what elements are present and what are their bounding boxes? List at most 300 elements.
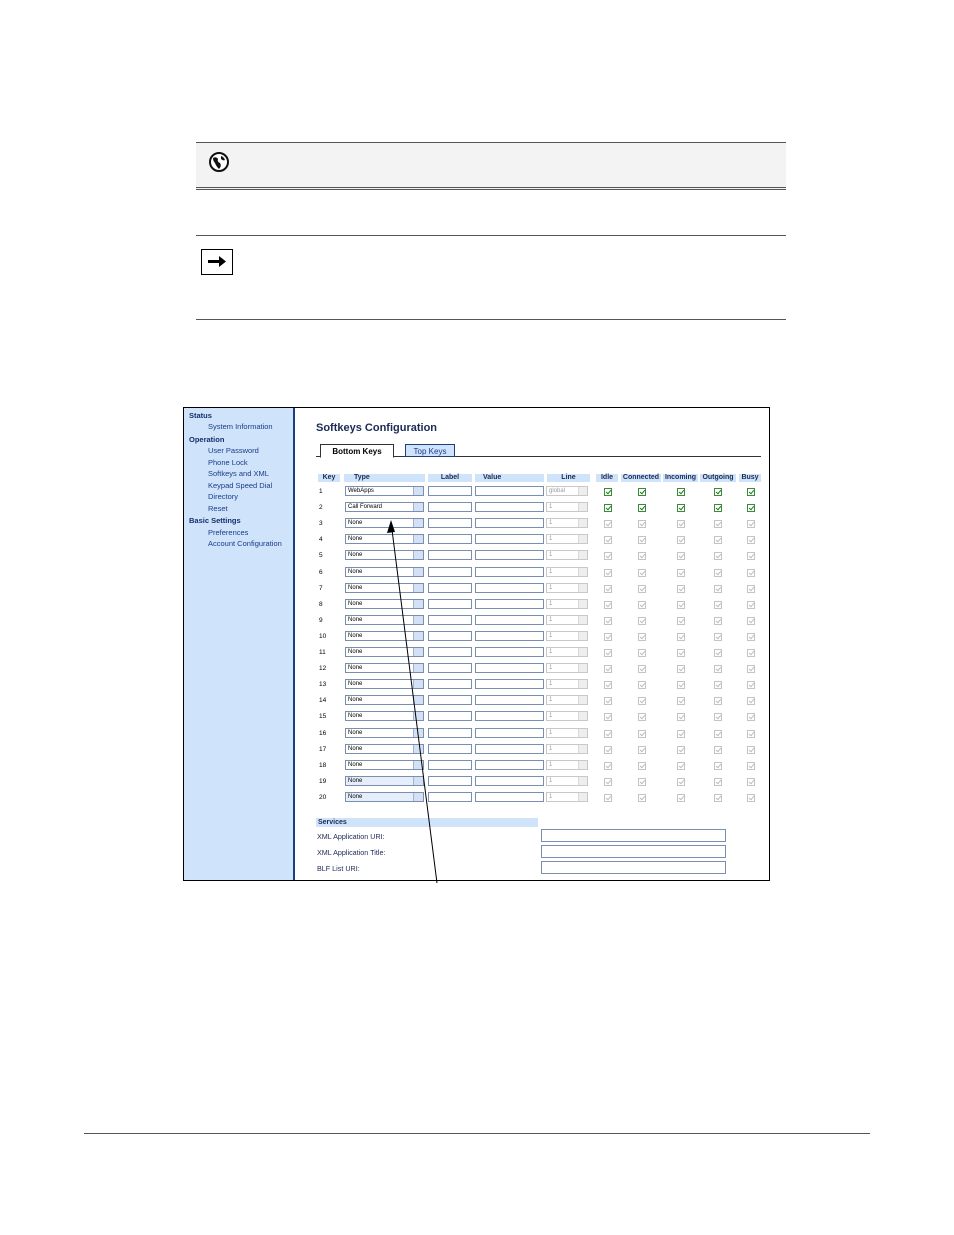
table-row xyxy=(295,744,769,756)
type-value: Call Forward xyxy=(348,504,383,511)
type-select[interactable] xyxy=(345,518,424,528)
chevron-down-icon xyxy=(578,745,587,753)
type-select[interactable] xyxy=(345,615,424,625)
idle-checkbox[interactable] xyxy=(604,697,612,705)
type-select[interactable] xyxy=(345,550,424,560)
connected-checkbox[interactable] xyxy=(638,488,646,496)
outgoing-checkbox[interactable] xyxy=(714,730,722,738)
col-header-line: Line xyxy=(547,474,590,482)
connected-checkbox[interactable] xyxy=(638,730,646,738)
busy-checkbox[interactable] xyxy=(747,536,755,544)
line-select[interactable] xyxy=(546,647,588,657)
key-number: 20 xyxy=(319,793,327,801)
outgoing-checkbox[interactable] xyxy=(714,617,722,625)
connected-checkbox[interactable] xyxy=(638,504,646,512)
connected-checkbox[interactable] xyxy=(638,665,646,673)
key-number: 10 xyxy=(319,632,327,640)
chevron-down-icon xyxy=(578,568,587,576)
type-select[interactable] xyxy=(345,631,424,641)
key-number: 19 xyxy=(319,777,327,785)
col-header-outgoing: Outgoing xyxy=(700,474,736,482)
value-input[interactable] xyxy=(475,615,544,625)
chevron-down-icon xyxy=(413,761,423,769)
incoming-checkbox[interactable] xyxy=(677,633,685,641)
line-value: 1 xyxy=(549,761,553,768)
incoming-checkbox[interactable] xyxy=(677,665,685,673)
type-value: None xyxy=(348,584,363,591)
table-row xyxy=(295,728,769,740)
label-input[interactable] xyxy=(428,679,472,689)
type-select[interactable] xyxy=(345,486,424,496)
connected-checkbox[interactable] xyxy=(638,794,646,802)
idle-checkbox[interactable] xyxy=(604,552,612,560)
key-number: 6 xyxy=(319,568,323,576)
line-value: 1 xyxy=(549,665,553,672)
incoming-checkbox[interactable] xyxy=(677,730,685,738)
label-input[interactable] xyxy=(428,615,472,625)
label-input[interactable] xyxy=(428,583,472,593)
busy-checkbox[interactable] xyxy=(747,552,755,560)
label-input[interactable] xyxy=(428,647,472,657)
chevron-down-icon xyxy=(413,696,423,704)
outgoing-checkbox[interactable] xyxy=(714,520,722,528)
idle-checkbox[interactable] xyxy=(604,665,612,673)
incoming-checkbox[interactable] xyxy=(677,713,685,721)
label-input[interactable] xyxy=(428,599,472,609)
globe-icon xyxy=(208,151,230,173)
type-select[interactable] xyxy=(345,792,424,802)
outgoing-checkbox[interactable] xyxy=(714,794,722,802)
type-select[interactable] xyxy=(345,599,424,609)
connected-checkbox[interactable] xyxy=(638,569,646,577)
sidebar-item-directory[interactable]: Directory xyxy=(208,492,239,501)
type-select[interactable] xyxy=(345,567,424,577)
chevron-down-icon xyxy=(413,535,423,543)
table-row xyxy=(295,711,769,723)
line-select[interactable] xyxy=(546,583,588,593)
label-input[interactable] xyxy=(428,567,472,577)
type-select[interactable] xyxy=(345,647,424,657)
label-input[interactable] xyxy=(428,728,472,738)
value-input[interactable] xyxy=(475,599,544,609)
type-value: None xyxy=(348,520,363,527)
outgoing-checkbox[interactable] xyxy=(714,488,722,496)
type-value: None xyxy=(348,568,363,575)
line-select[interactable] xyxy=(546,695,588,705)
key-number: 1 xyxy=(319,488,323,495)
chevron-down-icon xyxy=(578,535,587,543)
col-header-idle: Idle xyxy=(596,474,618,482)
line-select[interactable] xyxy=(546,776,588,786)
label-input[interactable] xyxy=(428,534,472,544)
connected-checkbox[interactable] xyxy=(638,520,646,528)
value-input[interactable] xyxy=(475,550,544,560)
value-input[interactable] xyxy=(475,792,544,802)
chevron-down-icon xyxy=(413,777,423,785)
value-input[interactable] xyxy=(475,567,544,577)
sidebar-item-softkeys-xml[interactable]: Softkeys and XML xyxy=(208,469,269,478)
idle-checkbox[interactable] xyxy=(604,617,612,625)
busy-checkbox[interactable] xyxy=(747,617,755,625)
outgoing-checkbox[interactable] xyxy=(714,601,722,609)
busy-checkbox[interactable] xyxy=(747,697,755,705)
idle-checkbox[interactable] xyxy=(604,569,612,577)
idle-checkbox[interactable] xyxy=(604,504,612,512)
key-number: 14 xyxy=(319,697,327,705)
outgoing-checkbox[interactable] xyxy=(714,649,722,657)
web-ui-screenshot xyxy=(183,407,770,881)
label-input[interactable] xyxy=(428,760,472,770)
incoming-checkbox[interactable] xyxy=(677,569,685,577)
chevron-down-icon xyxy=(578,600,587,608)
type-value: None xyxy=(348,697,363,704)
xml-app-title-label: XML Application Title: xyxy=(317,848,386,857)
key-number: 13 xyxy=(319,681,327,689)
type-value: None xyxy=(348,793,363,800)
line-select[interactable] xyxy=(546,663,588,673)
chevron-down-icon xyxy=(578,616,587,624)
type-select[interactable] xyxy=(345,728,424,738)
connected-checkbox[interactable] xyxy=(638,552,646,560)
type-value: None xyxy=(348,536,363,543)
chevron-down-icon xyxy=(413,680,423,688)
outgoing-checkbox[interactable] xyxy=(714,681,722,689)
line-value: 1 xyxy=(549,681,553,688)
line-select[interactable] xyxy=(546,744,588,754)
line-value: 1 xyxy=(549,713,553,720)
line-select[interactable] xyxy=(546,728,588,738)
line-select[interactable] xyxy=(546,550,588,560)
table-row xyxy=(295,550,769,562)
chevron-down-icon xyxy=(578,777,587,785)
type-select[interactable] xyxy=(345,679,424,689)
busy-checkbox[interactable] xyxy=(747,488,755,496)
blf-list-uri-input[interactable] xyxy=(541,861,726,874)
idle-checkbox[interactable] xyxy=(604,730,612,738)
type-value: WebApps xyxy=(348,488,374,494)
value-input[interactable] xyxy=(475,744,544,754)
type-select[interactable] xyxy=(345,760,424,770)
busy-checkbox[interactable] xyxy=(747,762,755,770)
sidebar xyxy=(184,408,295,880)
value-input[interactable] xyxy=(475,711,544,721)
busy-checkbox[interactable] xyxy=(747,794,755,802)
chevron-down-icon xyxy=(413,745,423,753)
outgoing-checkbox[interactable] xyxy=(714,697,722,705)
sidebar-item-user-password[interactable]: User Password xyxy=(208,446,259,455)
sidebar-item-system-information[interactable]: System Information xyxy=(208,422,273,431)
label-input[interactable] xyxy=(428,792,472,802)
type-value: None xyxy=(348,777,363,784)
page-title: Softkeys Configuration xyxy=(316,422,438,434)
incoming-checkbox[interactable] xyxy=(677,681,685,689)
type-select[interactable] xyxy=(345,502,424,512)
line-select[interactable] xyxy=(546,631,588,641)
blf-list-uri-label: BLF List URI: xyxy=(317,864,360,873)
tab-top-keys[interactable]: Top Keys xyxy=(405,444,455,457)
busy-checkbox[interactable] xyxy=(747,601,755,609)
chevron-down-icon xyxy=(578,503,587,511)
busy-checkbox[interactable] xyxy=(747,746,755,754)
table-row xyxy=(295,631,769,643)
type-value: None xyxy=(348,729,363,736)
sidebar-item-account-configuration[interactable]: Account Configuration xyxy=(208,539,282,548)
value-input[interactable] xyxy=(475,663,544,673)
line-select[interactable] xyxy=(546,615,588,625)
chevron-down-icon xyxy=(578,648,587,656)
outgoing-checkbox[interactable] xyxy=(714,536,722,544)
connected-checkbox[interactable] xyxy=(638,778,646,786)
connected-checkbox[interactable] xyxy=(638,601,646,609)
incoming-checkbox[interactable] xyxy=(677,585,685,593)
idle-checkbox[interactable] xyxy=(604,762,612,770)
busy-checkbox[interactable] xyxy=(747,585,755,593)
outgoing-checkbox[interactable] xyxy=(714,504,722,512)
label-input[interactable] xyxy=(428,631,472,641)
busy-checkbox[interactable] xyxy=(747,569,755,577)
idle-checkbox[interactable] xyxy=(604,713,612,721)
chevron-down-icon xyxy=(413,616,423,624)
sidebar-item-keypad-speed-dial[interactable]: Keypad Speed Dial xyxy=(208,481,273,490)
idle-checkbox[interactable] xyxy=(604,536,612,544)
chevron-down-icon xyxy=(413,632,423,640)
outgoing-checkbox[interactable] xyxy=(714,665,722,673)
outgoing-checkbox[interactable] xyxy=(714,633,722,641)
value-input[interactable] xyxy=(475,631,544,641)
outgoing-checkbox[interactable] xyxy=(714,778,722,786)
chevron-down-icon xyxy=(578,519,587,527)
type-value: None xyxy=(348,761,363,768)
busy-checkbox[interactable] xyxy=(747,778,755,786)
idle-checkbox[interactable] xyxy=(604,488,612,496)
col-header-connected: Connected xyxy=(622,474,660,481)
value-input[interactable] xyxy=(475,534,544,544)
value-input[interactable] xyxy=(475,518,544,528)
label-input[interactable] xyxy=(428,695,472,705)
connected-checkbox[interactable] xyxy=(638,746,646,754)
busy-checkbox[interactable] xyxy=(747,713,755,721)
idle-checkbox[interactable] xyxy=(604,681,612,689)
busy-checkbox[interactable] xyxy=(747,504,755,512)
value-input[interactable] xyxy=(475,728,544,738)
connected-checkbox[interactable] xyxy=(638,681,646,689)
key-number: 2 xyxy=(319,504,323,512)
value-input[interactable] xyxy=(475,679,544,689)
chevron-down-icon xyxy=(578,680,587,688)
idle-checkbox[interactable] xyxy=(604,746,612,754)
chevron-down-icon xyxy=(578,487,587,495)
busy-checkbox[interactable] xyxy=(747,520,755,528)
col-header-incoming: Incoming xyxy=(664,474,697,481)
idle-checkbox[interactable] xyxy=(604,778,612,786)
line-select[interactable] xyxy=(546,679,588,689)
footer-rule xyxy=(84,1133,870,1134)
value-input[interactable] xyxy=(475,760,544,770)
incoming-checkbox[interactable] xyxy=(677,794,685,802)
idle-checkbox[interactable] xyxy=(604,601,612,609)
connected-checkbox[interactable] xyxy=(638,713,646,721)
connected-checkbox[interactable] xyxy=(638,649,646,657)
tab-bottom-keys[interactable]: Bottom Keys xyxy=(320,444,394,458)
services-header: Services xyxy=(316,818,538,827)
value-input[interactable] xyxy=(475,695,544,705)
value-input[interactable] xyxy=(475,776,544,786)
key-number: 9 xyxy=(319,616,323,624)
chevron-down-icon xyxy=(413,584,423,592)
incoming-checkbox[interactable] xyxy=(677,488,685,496)
type-value: None xyxy=(348,745,363,752)
main-panel xyxy=(295,408,769,880)
line-select[interactable] xyxy=(546,711,588,721)
label-input[interactable] xyxy=(428,550,472,560)
table-row xyxy=(295,615,769,627)
value-input[interactable] xyxy=(475,502,544,512)
xml-app-uri-input[interactable] xyxy=(541,829,726,842)
incoming-checkbox[interactable] xyxy=(677,552,685,560)
key-number: 16 xyxy=(319,729,327,737)
incoming-checkbox[interactable] xyxy=(677,649,685,657)
idle-checkbox[interactable] xyxy=(604,649,612,657)
outgoing-checkbox[interactable] xyxy=(714,713,722,721)
incoming-checkbox[interactable] xyxy=(677,762,685,770)
incoming-checkbox[interactable] xyxy=(677,617,685,625)
busy-checkbox[interactable] xyxy=(747,681,755,689)
line-value: 1 xyxy=(549,520,553,527)
type-value: None xyxy=(348,649,363,655)
sidebar-item-preferences[interactable]: Preferences xyxy=(208,528,249,537)
type-value: None xyxy=(348,632,363,639)
col-header-type: Type xyxy=(344,474,425,482)
type-select[interactable] xyxy=(345,711,424,721)
chevron-down-icon xyxy=(578,696,587,704)
idle-checkbox[interactable] xyxy=(604,520,612,528)
line-select[interactable] xyxy=(546,599,588,609)
table-row xyxy=(295,534,769,546)
busy-checkbox[interactable] xyxy=(747,649,755,657)
table-row xyxy=(295,567,769,579)
type-select[interactable] xyxy=(345,695,424,705)
type-select[interactable] xyxy=(345,534,424,544)
outgoing-checkbox[interactable] xyxy=(714,569,722,577)
chevron-down-icon xyxy=(413,600,423,608)
chevron-down-icon xyxy=(578,761,587,769)
incoming-checkbox[interactable] xyxy=(677,778,685,786)
incoming-checkbox[interactable] xyxy=(677,520,685,528)
table-row xyxy=(295,695,769,707)
sidebar-heading-status[interactable]: Status xyxy=(189,411,212,420)
type-select[interactable] xyxy=(345,776,424,786)
label-input[interactable] xyxy=(428,663,472,673)
connected-checkbox[interactable] xyxy=(638,697,646,705)
label-input[interactable] xyxy=(428,711,472,721)
chevron-down-icon xyxy=(413,648,423,656)
table-row xyxy=(295,518,769,530)
line-select[interactable] xyxy=(546,518,588,528)
type-value: None xyxy=(348,665,363,672)
table-row xyxy=(295,760,769,772)
label-input[interactable] xyxy=(428,518,472,528)
type-select[interactable] xyxy=(345,663,424,673)
busy-checkbox[interactable] xyxy=(747,730,755,738)
value-input[interactable] xyxy=(475,583,544,593)
chevron-down-icon xyxy=(578,584,587,592)
line-select[interactable] xyxy=(546,534,588,544)
idle-checkbox[interactable] xyxy=(604,633,612,641)
idle-checkbox[interactable] xyxy=(604,794,612,802)
type-select[interactable] xyxy=(345,744,424,754)
line-select[interactable] xyxy=(546,760,588,770)
line-value: 1 xyxy=(549,777,553,784)
label-input[interactable] xyxy=(428,502,472,512)
incoming-checkbox[interactable] xyxy=(677,697,685,705)
chevron-down-icon xyxy=(413,519,423,527)
connected-checkbox[interactable] xyxy=(638,536,646,544)
line-select[interactable] xyxy=(546,792,588,802)
line-value: 1 xyxy=(549,632,553,639)
table-row xyxy=(295,583,769,595)
connected-checkbox[interactable] xyxy=(638,617,646,625)
sidebar-item-reset[interactable]: Reset xyxy=(208,504,228,513)
table-row xyxy=(295,776,769,788)
sidebar-item-phone-lock[interactable]: Phone Lock xyxy=(208,458,248,467)
table-row xyxy=(295,663,769,675)
chevron-down-icon xyxy=(578,793,587,801)
col-header-label: Label xyxy=(428,474,472,482)
idle-checkbox[interactable] xyxy=(604,585,612,593)
key-number: 4 xyxy=(319,536,323,544)
connected-checkbox[interactable] xyxy=(638,633,646,641)
table-row xyxy=(295,647,769,659)
chevron-down-icon xyxy=(413,664,423,672)
sidebar-heading-basic-settings[interactable]: Basic Settings xyxy=(189,516,241,525)
sidebar-heading-operation[interactable]: Operation xyxy=(189,435,225,444)
incoming-checkbox[interactable] xyxy=(677,746,685,754)
outgoing-checkbox[interactable] xyxy=(714,552,722,560)
outgoing-checkbox[interactable] xyxy=(714,762,722,770)
busy-checkbox[interactable] xyxy=(747,665,755,673)
outgoing-checkbox[interactable] xyxy=(714,585,722,593)
xml-app-title-input[interactable] xyxy=(541,845,726,858)
chevron-down-icon xyxy=(413,729,423,737)
chevron-down-icon xyxy=(413,712,423,720)
arrow-right-icon xyxy=(201,249,233,275)
key-number: 18 xyxy=(319,761,327,769)
line-select[interactable] xyxy=(546,567,588,577)
chevron-down-icon xyxy=(413,568,423,576)
key-number: 15 xyxy=(319,713,327,721)
table-row xyxy=(295,792,769,804)
line-select[interactable] xyxy=(546,486,588,496)
web-ui-note-box xyxy=(196,142,786,190)
busy-checkbox[interactable] xyxy=(747,633,755,641)
label-input[interactable] xyxy=(428,744,472,754)
incoming-checkbox[interactable] xyxy=(677,536,685,544)
key-number: 17 xyxy=(319,745,327,753)
outgoing-checkbox[interactable] xyxy=(714,746,722,754)
incoming-checkbox[interactable] xyxy=(677,601,685,609)
chevron-down-icon xyxy=(578,712,587,720)
connected-checkbox[interactable] xyxy=(638,585,646,593)
value-input[interactable] xyxy=(475,486,544,496)
label-input[interactable] xyxy=(428,486,472,496)
type-select[interactable] xyxy=(345,583,424,593)
line-value: 1 xyxy=(549,793,553,800)
incoming-checkbox[interactable] xyxy=(677,504,685,512)
label-input[interactable] xyxy=(428,776,472,786)
connected-checkbox[interactable] xyxy=(638,762,646,770)
value-input[interactable] xyxy=(475,647,544,657)
line-select[interactable] xyxy=(546,502,588,512)
